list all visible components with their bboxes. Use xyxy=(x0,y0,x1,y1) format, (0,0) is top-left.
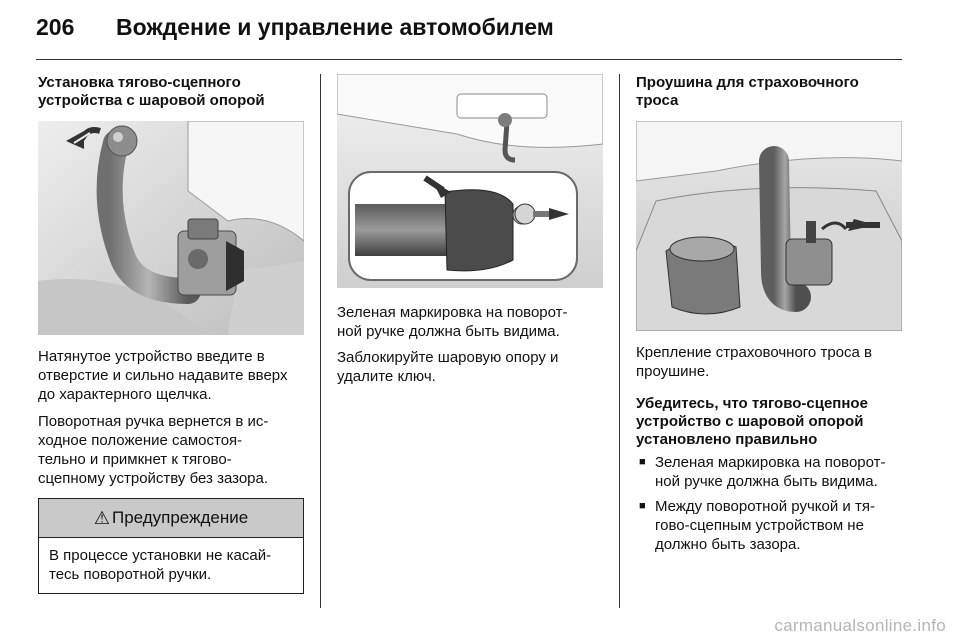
check-bullet-1: ■ Зеленая маркировка на поворот- ной ручке должна быть видима. xyxy=(636,453,902,491)
column-divider-1 xyxy=(320,74,321,608)
page-header xyxy=(36,14,906,54)
section-heading-check: Убедитесь, что тягово-сцепное устройство с шаровой опорой установлено правильно xyxy=(636,395,868,448)
section-heading-install: Установка тягово-сцепного устройства с шаровой опорой xyxy=(38,74,265,109)
page-number: 206 xyxy=(36,14,75,40)
warning-triangle-icon: ⚠ xyxy=(93,507,110,528)
towbar-insert-illustration xyxy=(38,121,304,335)
column-divider-2 xyxy=(619,74,620,608)
warning-title: Предупреждение xyxy=(111,508,249,527)
eyelet-paragraph: Крепление страховочного троса в проушине. xyxy=(636,344,872,380)
lock-paragraph-1: Зеленая маркировка на поворот- ной ручке должна быть видима. xyxy=(337,304,568,340)
section-heading-eyelet: Проушина для страховочного троса xyxy=(636,74,859,109)
column-middle xyxy=(337,74,603,386)
bullet-square-icon: ■ xyxy=(639,456,646,468)
install-paragraph-1: Натянутое устройство введите в отверстие и сильно надавите вверх до характерного щелчка. xyxy=(38,348,288,403)
page-title: Вождение и управление автомобилем xyxy=(116,14,554,40)
safety-cable-eyelet-illustration xyxy=(636,121,902,331)
warning-text: В процессе установки не касай- тесь поворотной ручки. xyxy=(49,547,272,583)
install-paragraph-2: Поворотная ручка вернется в ис- ходное положение самостоя- тельно и примкнет к тягово- сцепному устройству без зазора. xyxy=(38,413,269,487)
warning-box xyxy=(38,498,304,594)
lock-key-illustration xyxy=(337,74,603,288)
lock-paragraph-2: Заблокируйте шаровую опору и удалите ключ. xyxy=(337,349,559,385)
watermark: carmanualsonline.info xyxy=(774,616,946,635)
warning-header xyxy=(39,499,303,538)
bullet-square-icon: ■ xyxy=(639,500,646,512)
column-right xyxy=(636,74,902,554)
column-left xyxy=(38,74,304,594)
header-divider xyxy=(36,59,902,60)
check-bullet-2: ■ Между поворотной ручкой и тя- гово-сцепным устройством не должно быть зазора. xyxy=(636,497,902,554)
